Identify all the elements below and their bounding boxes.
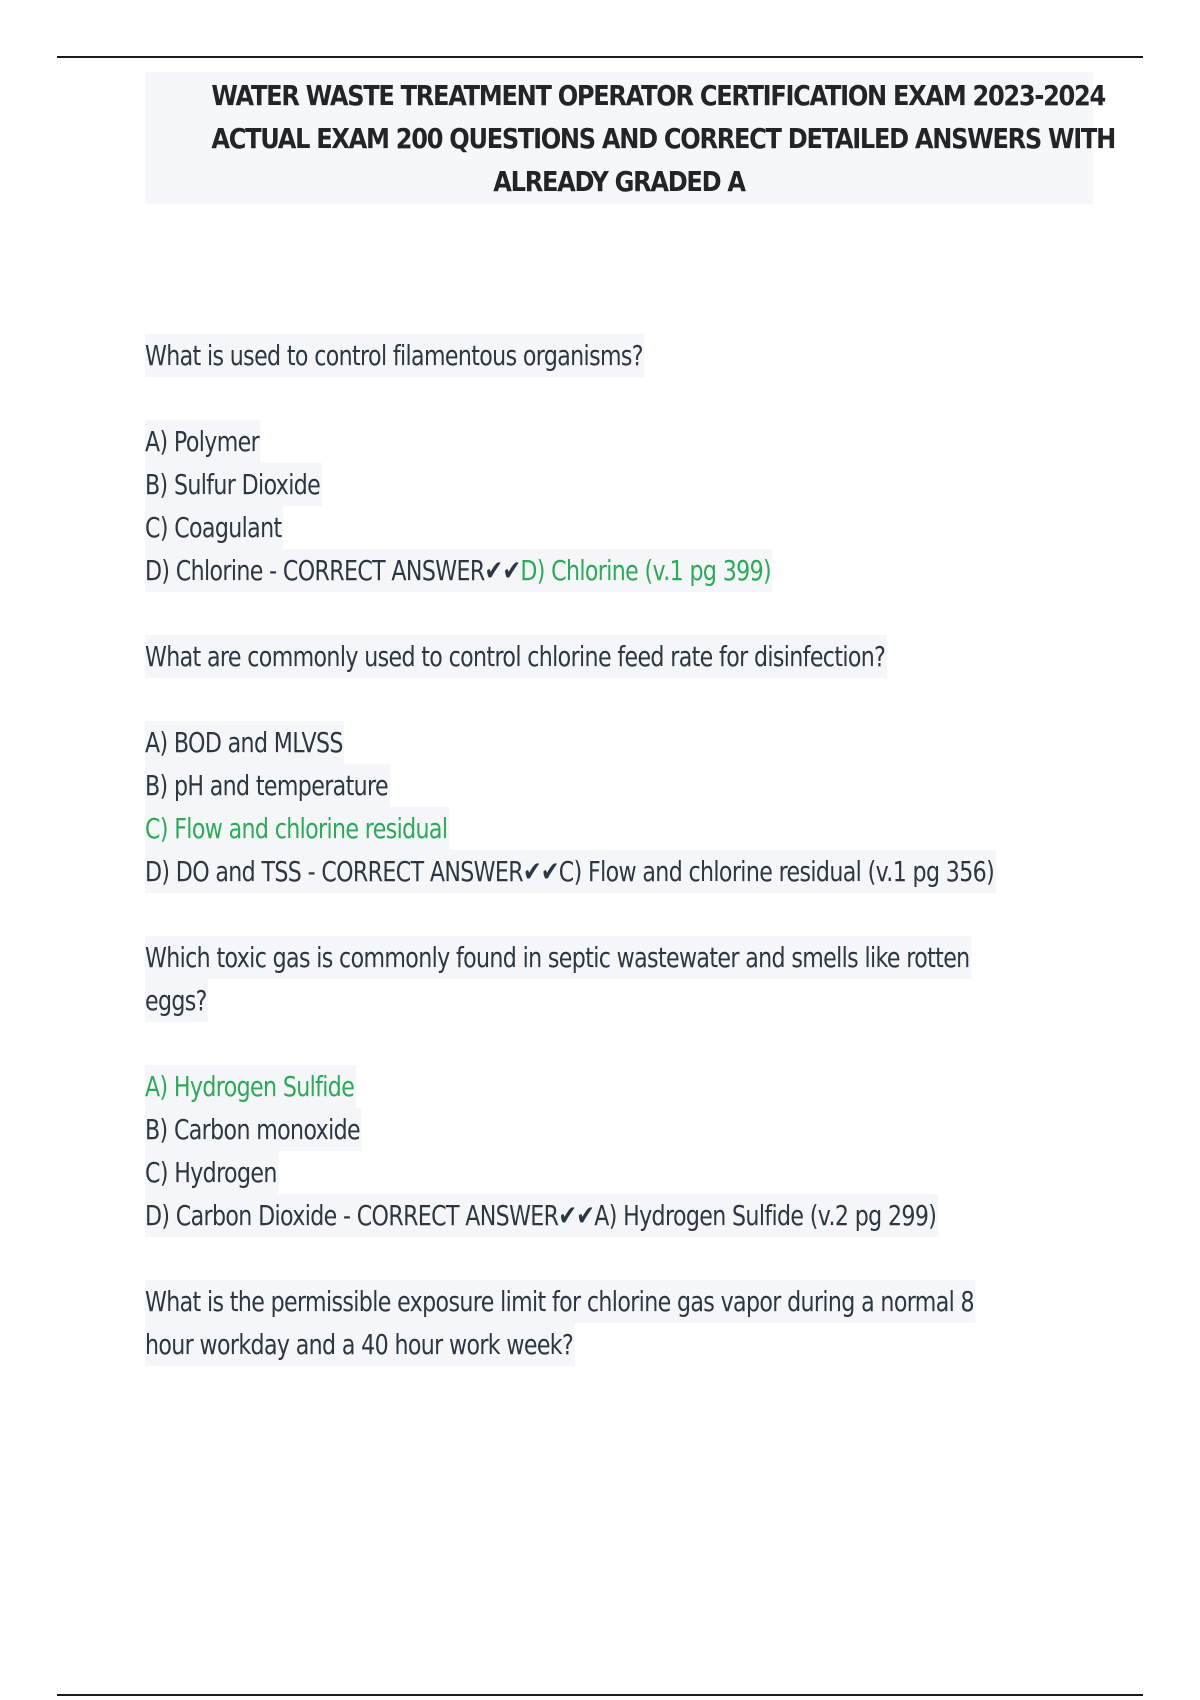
question-3-cont (145, 979, 1105, 1022)
correct-answer: D) Chlorine (v.1 pg 399) (520, 554, 772, 587)
question-4-cont (145, 1323, 1105, 1366)
question-4 (145, 1280, 1105, 1323)
option-text: B) pH and temperature (145, 764, 390, 807)
title-line-2: ACTUAL EXAM 200 QUESTIONS AND CORRECT DETAILED ANSWERS WITH (211, 122, 1115, 155)
answer-line-text (145, 1194, 938, 1237)
option (145, 721, 1105, 764)
option-text: B) Sulfur Dioxide (145, 463, 322, 506)
highlighted-option-text: C) Flow and chlorine residual (145, 807, 449, 850)
option-prefix: D) Carbon Dioxide - CORRECT ANSWER (145, 1199, 559, 1232)
question-1 (145, 334, 1105, 377)
option-highlighted (145, 1065, 1105, 1108)
check-marks-icon: ✔✔ (558, 1199, 595, 1232)
answer-line-text (145, 850, 996, 893)
option-text: C) Hydrogen (145, 1151, 278, 1194)
option-prefix: D) Chlorine - CORRECT ANSWER (145, 554, 485, 587)
correct-answer: C) Flow and chlorine residual (v.1 pg 356) (558, 855, 995, 888)
option-prefix: D) DO and TSS - CORRECT ANSWER (145, 855, 524, 888)
document-body (145, 334, 1105, 1366)
correct-answer: A) Hydrogen Sulfide (v.2 pg 299) (594, 1199, 937, 1232)
question-text: What is used to control filamentous organisms? (145, 334, 644, 377)
question-text: eggs? (145, 979, 208, 1022)
top-rule (57, 56, 1143, 58)
check-marks-icon: ✔✔ (484, 554, 521, 587)
option (145, 1108, 1105, 1151)
highlighted-option-text: A) Hydrogen Sulfide (145, 1065, 356, 1108)
option-text: C) Coagulant (145, 506, 283, 549)
option (145, 764, 1105, 807)
bottom-rule (57, 1694, 1143, 1696)
question-text: What are commonly used to control chlorine feed rate for disinfection? (145, 635, 887, 678)
answer-line (145, 850, 1105, 893)
question-3 (145, 936, 1105, 979)
title-line-3: ALREADY GRADED A (493, 165, 745, 198)
question-2 (145, 635, 1105, 678)
question-text: hour workday and a 40 hour work week? (145, 1323, 575, 1366)
title-line-1: WATER WASTE TREATMENT OPERATOR CERTIFICATION EXAM 2023-2024 (211, 79, 1105, 112)
option-text: A) Polymer (145, 420, 261, 463)
option-text: B) Carbon monoxide (145, 1108, 362, 1151)
option (145, 1151, 1105, 1194)
answer-line (145, 549, 1105, 592)
option (145, 420, 1105, 463)
option-highlighted (145, 807, 1105, 850)
option-text: A) BOD and MLVSS (145, 721, 344, 764)
option (145, 506, 1105, 549)
answer-line-text (145, 549, 773, 592)
check-marks-icon: ✔✔ (523, 855, 559, 888)
answer-line (145, 1194, 1105, 1237)
question-text: What is the permissible exposure limit for chlorine gas vapor during a normal 8 (145, 1280, 976, 1323)
question-text: Which toxic gas is commonly found in septic wastewater and smells like rotten (145, 936, 971, 979)
document-title (145, 72, 1115, 204)
option (145, 463, 1105, 506)
